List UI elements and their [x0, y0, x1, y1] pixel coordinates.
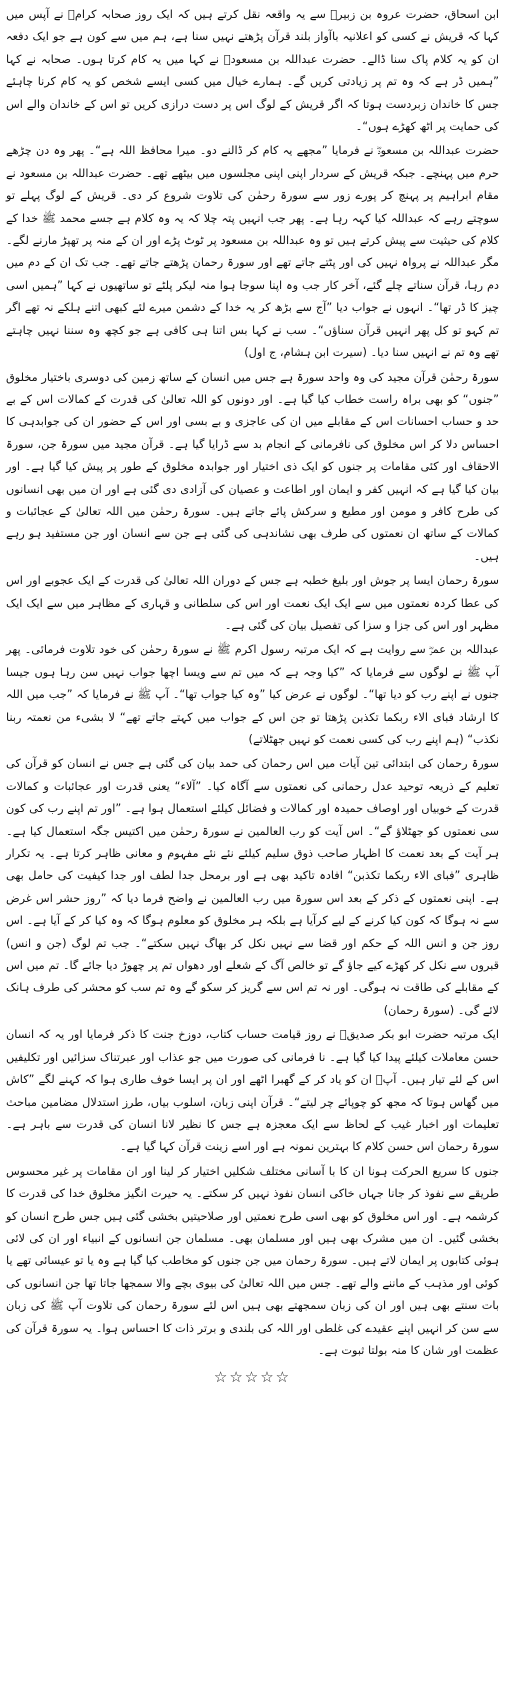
- paragraph-ibn-umar-hadith: عبداللہ بن عمرؓ سے روایت ہے کہ ایک مرتبہ رسول اکرم ﷺ نے سورۃ رحمٰن کی خود تلاوت فرمائی۔ پھر آپ ﷺ نے لوگوں سے فرمایا کہ ”کیا وجہ ہے کہ میں تم سے ویسا اچھا جواب نہیں سن رہا ہوں جیسا جنوں نے اپنے رب کو دیا تھا“۔ لوگوں نے عرض کیا ”وہ کیا جواب تھا“۔ آپ ﷺ نے فرمایا کہ ”جب میں اللہ کا ارشاد فبای الاء ربکما تکذبن پڑھتا تو جن اس کے جواب میں کہتے جاتے تھے“ لا بشیء من نعمتہ ربنا نکذب“ (ہم اپنے رب کی کسی نعمت کو نہیں جھٹلاتے): [6, 643, 499, 746]
- paragraph-jinn-nature: جنوں کا سریع الحرکت ہونا ان کا با آسانی مختلف شکلیں اختیار کر لینا اور ان مقامات پر غیر محسوس طریقے سے نفوذ کر جانا جہاں خاکی انسان نفوذ نہیں کر سکتے۔ یہ حیرت انگیز مخلوق خدا کی قدرت کا کرشمہ ہے۔ اور اس مخلوق کو بھی اسی طرح نعمتیں اور صلاحیتیں بخشی گئی ہیں جس طرح انسان کو بخشی گئیں۔ ان میں مشرک بھی ہیں اور مسلمان بھی۔ مسلمان جن انسانوں کے انبیاء اور ان کی لائی ہوئی کتابوں پر ایمان لاتے ہیں۔ سورۃ رحمان میں جن جنوں کو مخاطب کیا گیا ہے وہ یا تو عیسائی تھے یا کوئی اور مذہب کے ماننے والے تھے۔ جس میں اللہ تعالیٰ کی بیوی بچے والا سمجھا جاتا تھا جن انسانوں کی بات سنتے بھی ہیں اور ان کی زبان سمجھتے بھی ہیں اس لئے سورۃ رحمان کی تلاوت آپ ﷺ کی زبان سے سن کر انہیں اپنے عقیدے کی غلطی اور اللہ کی بلندی و برتر ذات کا احساس ہوا۔ یہ سورۃ قرآن کی عظمت اور شان کا منہ بولتا ثبوت ہے۔: [6, 1164, 499, 1357]
- paragraph-opening-verses: سورۃ رحمان کی ابتدائی تین آیات میں اس رحمان کی حمد بیان کی گئی ہے جس نے انسان کو قرآن کی تعلیم کے ذریعہ توحید عدل رحمانی کی نعمتوں سے آگاہ کیا۔ ”آلاء“ یعنی قدرت اور عجائبات و کمالات قدرت کے خوبیاں اور اوصاف حمیدہ اور کمالات و فضائل کیلئے استعمال ہوا ہے۔ ”اور تم اپنے رب کی کون سی نعمتوں کو جھٹلاؤ گے“۔ اس آیت کو رب العالمین نے سورۃ رحمٰن میں اکتیس جگہ استعمال کیا ہے۔ ہر آیت کے بعد نعمت کا اظہار صاحب ذوق سلیم کیلئے نئے نئے مفہوم و معانی ظاہر کرتا ہے۔ یہ تکرار ظاہری ”فبای الاء ربکما تکذبن“ افادہ تاکید بھی ہے اور برمحل جدا لطف اور جدا کیفیت کی حامل بھی ہے۔ اپنی نعمتوں کے ذکر کے بعد اس سورۃ میں رب العالمین نے واضح فرما دیا کہ ”روز حشر اس غرض سے نہ ہوگا کہ کون کیا کرنے کے لیے کرآیا ہے بلکہ ہر مخلوق کو معلوم ہوگا کہ وہ کیا کر کے آیا ہے۔ اس روز جن و انس اللہ کے حکم اور قضا سے نہیں نکل کر بھاگ نہیں سکتے“۔ جب تم لوگ (جن و انس) قبروں سے نکل کر کھڑے کیے جاؤ گے تو خالص آگ کے شعلے اور دھواں تم پر چھوڑ دیا جائے گا۔ تم میں اس کے مقابلے کی طاقت نہ ہوگی۔ اور نہ تم اس سے گریز کر سکو گے وہ تم سب کو محشر کی طرف ہانک لائے گی۔ (سورۃ رحمان): [6, 757, 499, 1017]
- paragraph-surah-address-jinn: سورۃ رحمٰن قرآن مجید کی وہ واحد سورۃ ہے جس میں انسان کے ساتھ زمین کی دوسری باختیار مخلوق ”جنوں“ کو بھی براہ راست خطاب کیا گیا ہے۔ اور دونوں کو اللہ تعالیٰ کی قدرت کے کمالات اس کے بے حد و حساب احسانات اس کے مقابلے میں ان کی عاجزی و بے بسی اور اس کے حضور ان کی جوابدہی کا احساس دلا کر اس مخلوق کی نافرمانی کے انجام بد سے ڈرایا گیا ہے۔ قرآن مجید میں سورۃ جن، سورۃ الاحقاف اور کئی مقامات پر جنوں کو ایک ذی اختیار اور جوابدہ مخلوق کے طور پر پیش کیا گیا ہے۔ اور بیان کیا گیا ہے کہ انہیں کفر و ایمان اور اطاعت و عصیان کی آزادی دی گئی ہے اور ان میں بھی انسانوں کی طرح کافر و مومن اور مطیع و سرکش پائے جاتے ہیں۔ سورۃ رحمٰن میں اللہ تعالیٰ کے عجائبات و کمالات کے ساتھ ان نعمتوں کی طرف بھی نشاندہی کی گئی ہے جن سے انسان اور جن مستفید ہو رہے ہیں۔: [6, 370, 499, 563]
- paragraph-abu-bakr: ایک مرتبہ حضرت ابو بکر صدیقؓ نے روز قیامت حساب کتاب، دوزخ جنت کا ذکر فرمایا اور یہ کہ انسان حسن معاملات کیلئے پیدا کیا گیا ہے۔ نا فرمانی کی صورت میں جو عذاب اور عبرتناک سزائیں اور تکلیفیں اس کے لئے تیار ہیں۔ آپؓ ان کو یاد کر کے گھبرا اٹھے اور ان پر ایسا خوف طاری ہوا کہ کہنے لگے ”کاش میں گھاس ہوتا کہ مجھ کو چوپائے چر لیتے“۔ قرآن اپنی زبان، اسلوب بیاں، طرز استدلال مضامین مباحث تعلیمات اور اخبار غیب کے لحاظ سے ایک معجزہ ہے جس کا نظیر لانا انسان کی قدرت سے باہر ہے۔ سورۃ رحمان اس حسن کلام کا بہترین نمونہ ہے اور اسے زینت قرآن کہا گیا ہے۔: [6, 1028, 499, 1154]
- paragraph-ibn-ishaq-narration: ابن اسحاق، حضرت عروہ بن زبیرؓ سے یہ واقعہ نقل کرتے ہیں کہ ایک روز صحابہ کرامؓ نے آپس میں کہا کہ قریش نے کسی کو اعلانیہ باآواز بلند قرآن پڑھتے نہیں سنا ہے، ہم میں سے کون ہے جو ایک دفعہ ان کو یہ کلام پاک سنا ڈالے۔ حضرت عبداللہ بن مسعودؓ نے کہا میں یہ کام کرتا ہوں۔ صحابہ نے کہا ”ہمیں ڈر ہے کہ وہ تم پر زیادتی کریں گے۔ ہمارے خیال میں کسی ایسے شخص کو یہ کام کرنا چاہئے جس کا خاندان زبردست ہوتا کہ اگر قریش کے لوگ اس پر دست درازی کریں تو اس کے خاندان والے اس کی حمایت پر اٹھ کھڑے ہوں“۔: [6, 8, 499, 134]
- paragraph-surah-sermon: سورۃ رحمان ایسا پر جوش اور بلیغ خطبہ ہے جس کے دوران اللہ تعالیٰ کی قدرت کے ایک عجوبے اور اس کی عطا کردہ نعمتوں میں سے ایک ایک نعمت اور اس کی سلطانی و قہاری کے مظاہر میں سے ایک ایک مظہر اور اس کی جزا و سزا کی تفصیل بیان کی گئی ہے۔: [6, 574, 499, 632]
- end-stars-divider: ☆☆☆☆☆: [213, 1368, 292, 1387]
- paragraph-ibn-masud-recitation: حضرت عبداللہ بن مسعودؓ نے فرمایا ”مجھے یہ کام کر ڈالنے دو۔ میرا محافظ اللہ ہے“۔ پھر وہ دن چڑھے حرم میں پہنچے۔ جبکہ قریش کے سردار اپنی اپنی مجلسوں میں بیٹھے تھے۔ حضرت عبداللہ بن مسعود نے مقام ابراہیم پر پہنچ کر پورے زور سے سورۃ رحمٰن کی تلاوت شروع کر دی۔ قریش کے لوگ پہلے تو سوچتے رہے کہ عبداللہ کیا کہہ رہا ہے۔ پھر جب انہیں پتہ چلا کہ یہ وہ کلام ہے جسے محمد ﷺ خدا کے کلام کی حیثیت سے پیش کرتے ہیں تو وہ عبداللہ بن مسعود پر ٹوٹ پڑے اور ان کے منہ پر تھپڑ مارنے لگے۔ مگر عبداللہ نے پرواہ نہیں کی اور پٹتے جاتے تھے اور سورۃ رحمان پڑھتے جاتے تھے۔ جب تک ان کے دم میں دم رہا، قرآن سناتے چلے گئے، آخر کار جب وہ اپنا سوجا ہوا منہ لیکر پلٹے تو ساتھیوں نے کہا ”ہمیں اسی چیز کا ڈر تھا“۔ انہوں نے جواب دیا ”آج سے بڑھ کر یہ خدا کے دشمن میرے لئے کبھی اتنے ہلکے نہ تھے اگر تم کہو تو کل پھر انہیں قرآن سناؤں“۔ سب نے کہا بس اتنا ہی کافی ہے جو کچھ وہ سننا نہیں چاہتے تھے وہ تم نے انہیں سنا دیا۔ (سیرت ابن ہشام، ج اول): [6, 144, 499, 360]
